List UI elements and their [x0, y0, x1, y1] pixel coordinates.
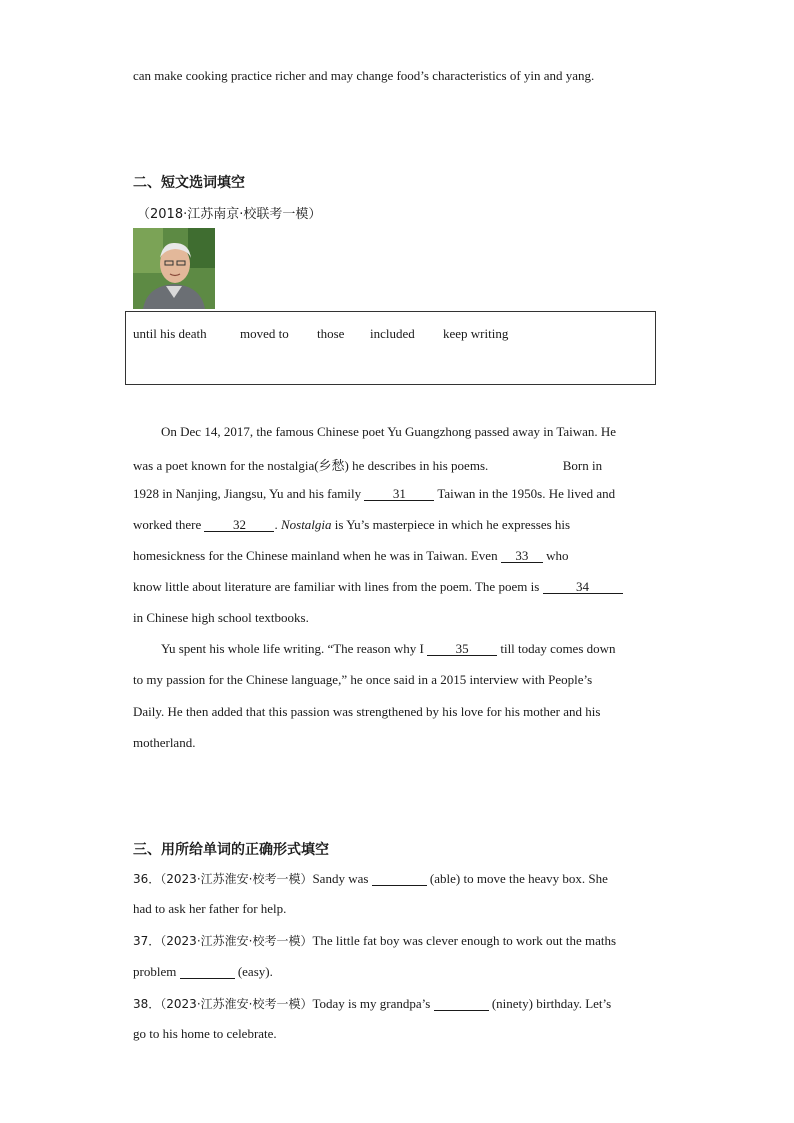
question-38 [133, 995, 611, 1012]
para1-line7: in Chinese high school textbooks. [133, 610, 309, 625]
para2-line3: Daily. He then added that this passion was strengthened by his love for his mother and his [133, 704, 601, 719]
para1-line1: On Dec 14, 2017, the famous Chinese poet Yu Guangzhong passed away in Taiwan. He [161, 424, 617, 439]
para2-line1 [161, 641, 616, 657]
para1-line2 [133, 455, 602, 474]
section2-source: （2018·江苏南京·校联考一模） [137, 207, 322, 222]
question-38-line2: go to his home to celebrate. [133, 1026, 277, 1041]
question-37-number: 37． [133, 934, 161, 948]
para1-line6 [133, 579, 623, 595]
para2-line1-tail: till today comes down [500, 641, 616, 656]
word-bank-box [125, 311, 656, 385]
question-38-source: （2023·江苏淮安·校考一模） [160, 997, 313, 1011]
word-bank-item: until his death [133, 326, 207, 341]
word-bank-item: keep writing [443, 326, 509, 341]
question-36-line2: had to ask her father for help. [133, 901, 287, 916]
question-38-number: 38． [133, 997, 161, 1011]
word-bank-item: those [317, 326, 345, 341]
para1-line6-text: know little about literature are familiar with lines from the poem. The poem is [133, 579, 540, 594]
para1-line5-tail: who [546, 548, 569, 563]
question-36-number: 36． [133, 872, 161, 886]
para1-line4 [133, 517, 570, 533]
question-37-line2 [133, 964, 273, 980]
blank-34[interactable]: 34 [543, 581, 623, 594]
para1-line3 [133, 486, 615, 502]
para1-line2-text: was a poet known for the nostalgia(乡愁) he describes in his poems. [133, 458, 489, 473]
para1-line4-period: . [274, 517, 278, 532]
word-bank-item: included [370, 326, 415, 341]
question-36-source: （2023·江苏淮安·校考一模） [160, 872, 313, 886]
question-38-hint: (ninety) birthday. Let’s [491, 996, 612, 1011]
question-37-text: The little fat boy was clever enough to work out the maths [312, 933, 617, 948]
para1-line5-text: homesickness for the Chinese mainland when he was in Taiwan. Even [133, 548, 498, 563]
para1-line4-tail: is Yu’s masterpiece in which he expresses his [334, 517, 571, 532]
para1-line3-tail: Taiwan in the 1950s. He lived and [437, 486, 616, 501]
blank-32[interactable]: 32 [204, 519, 274, 532]
para2-line1-text: Yu spent his whole life writing. “The reason why I [161, 641, 424, 656]
para2-line4: motherland. [133, 735, 196, 750]
blank-35[interactable]: 35 [427, 643, 497, 656]
para1-line2-tail: Born in [562, 458, 603, 473]
intro-tail-text: can make cooking practice richer and may change food’s characteristics of yin and yang. [133, 68, 595, 83]
question-36 [133, 870, 608, 887]
para1-line4-text: worked there [133, 517, 202, 532]
section3-heading: 三、用所给单词的正确形式填空 [133, 842, 329, 858]
question-37-hint: (easy). [237, 964, 273, 979]
question-36-hint: (able) to move the heavy box. She [429, 871, 608, 886]
section2-heading: 二、短文选词填空 [133, 175, 245, 191]
question-37 [133, 932, 616, 949]
answer-37-blank[interactable] [180, 966, 235, 979]
nostalgia-title: Nostalgia [280, 517, 332, 532]
question-38-text: Today is my grandpa’s [312, 996, 431, 1011]
para1-line3-text: 1928 in Nanjing, Jiangsu, Yu and his family [133, 486, 362, 501]
word-bank-item: moved to [240, 326, 289, 341]
para2-line2: to my passion for the Chinese language,” he once said in a 2015 interview with People’s [133, 672, 593, 687]
answer-36-blank[interactable] [372, 873, 427, 886]
blank-33[interactable]: 33 [501, 550, 543, 563]
blank-31[interactable]: 31 [364, 488, 434, 501]
question-37-text2: problem [133, 964, 177, 979]
para1-line5 [133, 548, 568, 564]
question-37-source: （2023·江苏淮安·校考一模） [160, 934, 313, 948]
question-36-text: Sandy was [312, 871, 369, 886]
answer-38-blank[interactable] [434, 998, 489, 1011]
poet-photo [133, 228, 215, 309]
